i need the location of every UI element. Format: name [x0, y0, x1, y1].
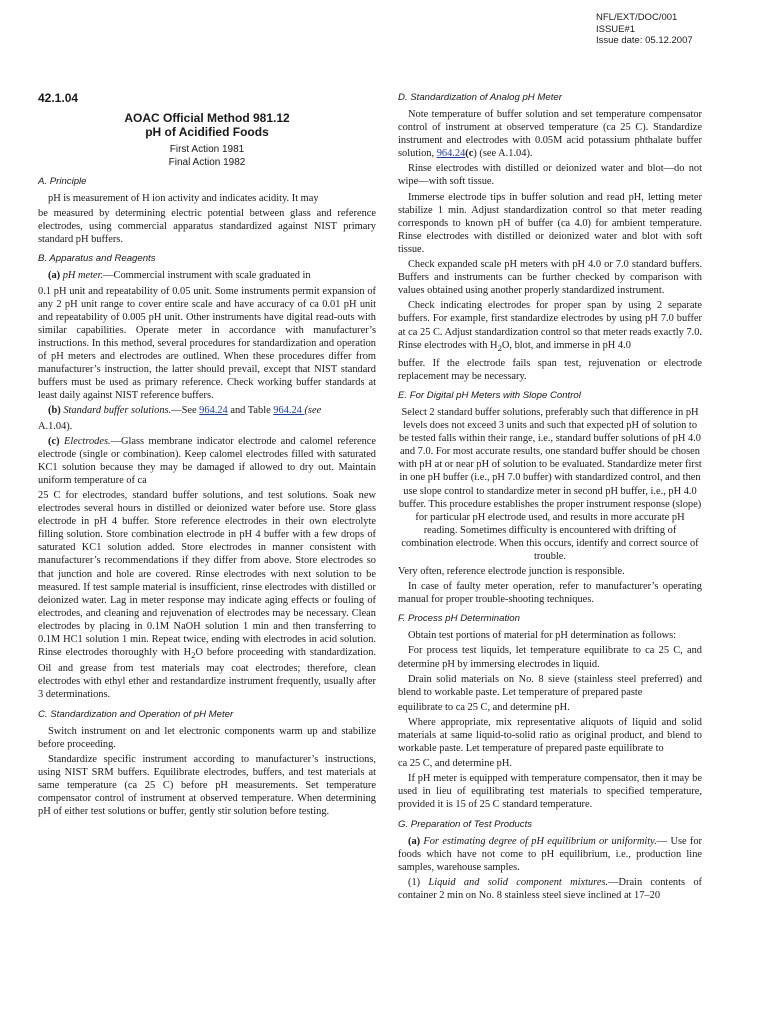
item-ph-meter: (a) pH meter.—Commercial instrument with scale graduated in	[48, 270, 311, 282]
issue-date: Issue date: 05.12.2007	[596, 35, 693, 46]
link-964-24[interactable]: 964.24	[199, 405, 228, 417]
process-paragraph-5: Where appropriate, mix representative aliquots of liquid and solid materials at same liquid-to-solid ratio as original product, and blend to workable paste. Let temperature of prepared paste equilibrate to	[398, 716, 702, 755]
right-column	[398, 92, 702, 904]
analog-paragraph-1: Note temperature of buffer solution and set temperature compensator control of instrument at observed temperature (ca 25 C). Standardize instrument and electrodes with 0.05M acid potassium phthalate buffer solution, 964.24(c) (see A.1.04).	[398, 109, 702, 160]
method-title: AOAC Official Method 981.12	[124, 111, 290, 126]
process-paragraph-1: Obtain test portions of material for pH determination as follows:	[408, 630, 677, 642]
preparation-item-1: (1) Liquid and solid component mixtures.—Drain contents of container 2 min on No. 8 stainless steel sieve inclined at 17–20	[398, 876, 702, 901]
process-paragraph-4: equilibrate to ca 25 C, and determine pH.	[398, 701, 570, 713]
first-action: First Action 1981	[169, 144, 245, 156]
preparation-item-a: (a) For estimating degree of pH equilibrium or uniformity.— Use for foods which have not come to pH equilibrium, i.e., production line samples, warehouse samples.	[398, 835, 702, 873]
principle-paragraph-cont: be measured by determining electric potential between glass and reference electrodes, using commercial apparatus standardized against NIST primary standard pH buffers.	[38, 208, 376, 246]
item-electrodes: (c) Electrodes.—Glass membrane indicator electrode and calomel reference electrode (single or combination). Keep calomel electrodes filled with saturated KC1 solution because they may be damaged if allowed to dry out. Maintain uniform temperature of ca	[38, 435, 376, 486]
left-column	[38, 92, 376, 820]
analog-paragraph-5: Check indicating electrodes for proper span by using 2 separate buffers. For example, first standardize electrodes by using pH 7.0 buffer at ca 25 C. Adjust standardization control so that meter reads exactly 7.0. Rinse electrodes with $H_2O$, blot, and immerse in pH 4.0	[398, 300, 702, 353]
section-heading-analog: D. Standardization of Analog pH Meter	[398, 92, 562, 103]
item-ph-meter-cont: 0.1 pH unit and repeatability of 0.05 unit. Some instruments permit expansion of any 2 pH unit range to cover entire scale and have accuracy of ca 0.01 pH unit and repeatability of 0.005 pH unit. Other instruments have digital read-outs with similar capabilities. Operate meter in accordance with manufacturer’s instructions. In this method, several procedures for standardization and operation of pH meters and electrodes are outlined. When these procedures differ from manufacturer’s instruction, the latter should prevail, except that NIST standard buffers must be used as primary reference. Check working buffer standards at least daily against NIST reference buffers.	[38, 285, 376, 402]
section-heading-apparatus: B. Apparatus and Reagents	[38, 253, 156, 265]
method-subtitle: pH of Acidified Foods	[145, 125, 269, 140]
document-header	[596, 12, 756, 47]
item-electrodes-cont: 25 C for electrodes, standard buffer solutions, and test solutions. Soak new electrodes several hours in distilled or deionized water before use. Store glass electrode in pH 4 buffer. Store reference electrodes in their own electrolyte filling solution. Store combination electrode in pH 4 buffer with a few drops of saturated KC1 solution added. Store electrodes in manner consistent with manufacturer’s recommendations if they differ from above. Store electrodes so that junction and hole are covered. Rinse electrodes with next solution to be measured. If test sample material is insufficient, rinse electrodes with distilled or deionized water. Lag in meter response may indicate aging effects or fouling of electrodes, and cleaning and rejuvenation of electrodes may be necessary. Clean electrodes by placing in 0.1M NaOH solution 1 min and then transferring to 0.1M HC1 solution 1 min. Repeat twice, ending with electrodes in acid solution. Rinse electrodes thoroughly with $H_2O$ before proceeding with standardization. Oil and grease from test materials may coat electrodes; therefore, clean electrodes with ethyl ether and restandardize instrument frequently, usually after 3 determinations.	[38, 489, 376, 701]
section-number: 42.1.04	[38, 91, 79, 105]
final-action: Final Action 1982	[168, 157, 246, 169]
analog-paragraph-6: buffer. If the electrode fails span test, rejuvenation or electrode replacement may be necessary.	[398, 357, 702, 382]
process-paragraph-7: If pH meter is equipped with temperature compensator, then it may be used in lieu of equilibrating test materials to specified temperature, provided it is 15 of 25 C standard temperature.	[398, 773, 702, 811]
item-buffer-solutions: (b) Standard buffer solutions.—See 964.24 and Table 964.24 (see	[48, 405, 322, 417]
section-heading-principle: A. Principle	[38, 176, 87, 188]
digital-paragraph-2: Very often, reference electrode junction is responsible.	[398, 566, 625, 578]
analog-paragraph-3: Immerse electrode tips in buffer solution and read pH, letting meter stabilize 1 min. Adjust standardization control so that meter reading corresponds to known pH of buffer (ca 4.0) for ambient temperature. Rinse electrodes with distilled or deionized water and blot with soft tissue.	[398, 191, 702, 255]
item-buffer-solutions-cont: A.1.04).	[38, 420, 73, 432]
document-id: NFL/EXT/DOC/001	[596, 12, 678, 23]
analog-paragraph-4: Check expanded scale pH meters with pH 4.0 or 7.0 standard buffers. Buffers and instruments can be further checked by comparison with values obtained using another properly standardized instrument.	[398, 259, 702, 297]
process-paragraph-6: ca 25 C, and determine pH.	[398, 758, 512, 770]
digital-paragraph-3: In case of faulty meter operation, refer to manufacturer’s operating manual for proper trouble-shooting techniques.	[398, 581, 702, 606]
process-paragraph-3: Drain solid materials on No. 8 sieve (stainless steel preferred) and blend to workable paste. Let temperature of prepared paste	[398, 673, 702, 698]
link-964-24c[interactable]: 964.24	[436, 148, 466, 160]
section-heading-standardization: C. Standardization and Operation of pH Meter	[38, 708, 234, 720]
standardization-paragraph-1: Switch instrument on and let electronic components warm up and stabilize before proceeding.	[38, 725, 376, 750]
section-heading-preparation: G. Preparation of Test Products	[398, 818, 533, 830]
digital-paragraph-1: Select 2 standard buffer solutions, preferably such that difference in pH levels does not exceed 3 units and such that expected pH of solution to be tested falls within their range, i.e., standard buffer solutions of pH 4.0 and 7.0. For most accurate results, one standard buffer should be chosen with pH at or near pH of solution to be evaluated. Standardize meter first in one pH buffer (i.e., pH 7.0 buffer) with standardized control, and then use slope control to standardize meter in second pH buffer, i.e., pH 4.0 buffer. This procedure establishes the proper instrument response (slope) for particular pH electrode used, and results in more accurate pH reading. Sometimes difficulty is encountered with drifting of combination electrode. When this occurs, identify and correct source of trouble.	[398, 406, 702, 562]
issue-number: ISSUE#1	[596, 23, 636, 35]
principle-paragraph: pH is measurement of H ion activity and indicates acidity. It may	[48, 193, 319, 205]
link-table-964-24[interactable]: 964.24	[273, 405, 305, 417]
standardization-paragraph-2: Standardize specific instrument according to manufacturer’s instructions, using NIST SRM buffers. Equilibrate electrodes, buffers, and test materials at same temperature (ca 25 C) before pH measurements. Set temperature compensator control of instrument at observed temperature. When determining pH of either test solutions or buffer, gently stir solution before testing.	[38, 753, 376, 818]
analog-paragraph-2: Rinse electrodes with distilled or deionized water and blot—do not wipe—with soft tissue.	[398, 163, 702, 188]
process-paragraph-2: For process test liquids, let temperature equilibrate to ca 25 C, and determine pH by immersing electrodes in liquid.	[398, 645, 702, 670]
section-heading-process: F. Process pH Determination	[398, 613, 520, 625]
section-heading-digital: E. For Digital pH Meters with Slope Control	[398, 389, 581, 401]
